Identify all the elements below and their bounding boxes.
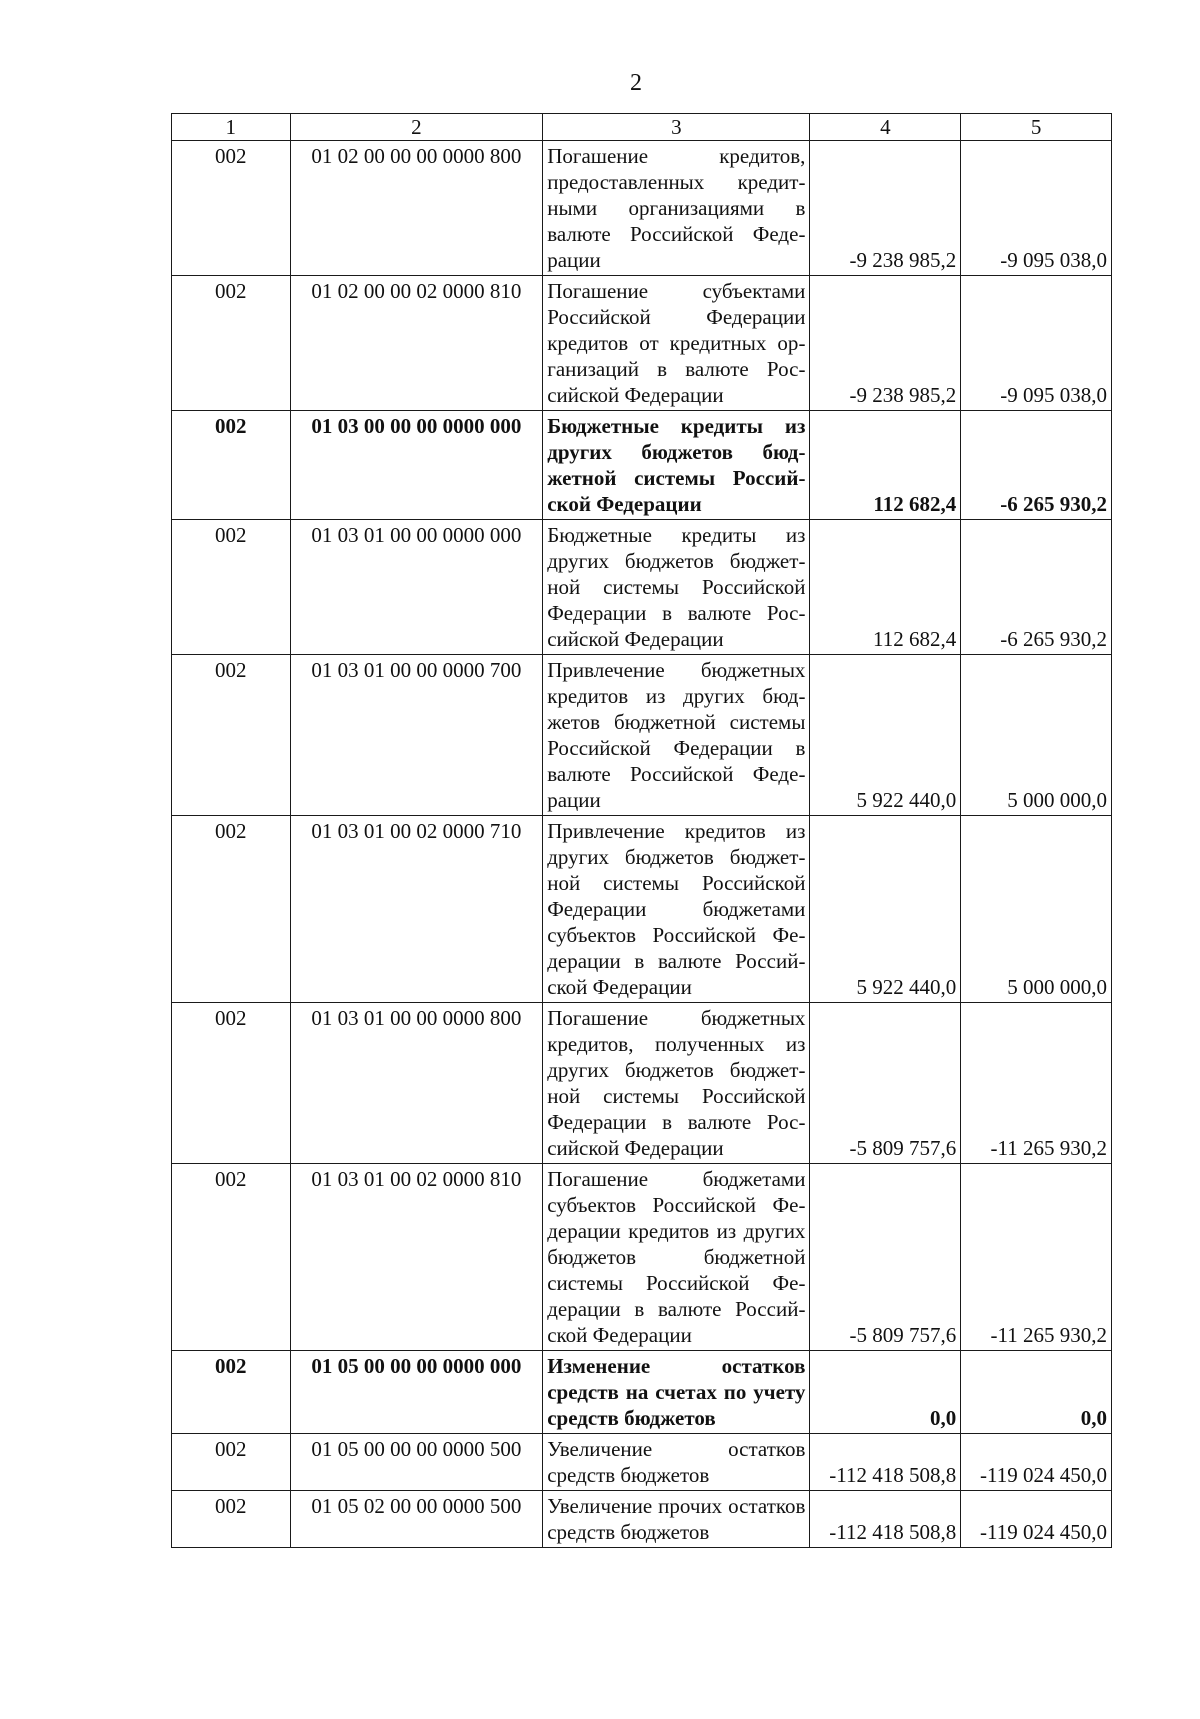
source-name-cell: Бюджетные кредиты из других бюджетов бюджетной системы Российской Федерации в валюте Российской Федерации	[543, 520, 810, 655]
source-name-cell: Привлечение бюджетных кредитов из других бюджетов бюджетной системы Российской Федерации в валюте Российской Федерации	[543, 655, 810, 816]
budget-code-cell: 01 05 00 00 00 0000 500	[290, 1434, 543, 1491]
source-name-cell: Погашение кредитов, предоставленных кредитными организациями в валюте Российской Федерации	[543, 141, 810, 276]
table-row	[172, 1491, 1112, 1548]
source-name-cell: Увеличение прочих остатков средств бюджетов	[543, 1491, 810, 1548]
table-row	[172, 1351, 1112, 1434]
amount-col5-cell: -119 024 450,0	[961, 1434, 1112, 1491]
table-row	[172, 1434, 1112, 1491]
column-header-2: 2	[290, 114, 543, 141]
admin-code-cell: 002	[172, 141, 291, 276]
page-number: 2	[630, 70, 642, 96]
amount-col4-cell: -5 809 757,6	[810, 1003, 961, 1164]
amount-col5-cell: -9 095 038,0	[961, 141, 1112, 276]
source-name-cell: Погашение бюджетных кредитов, полученных из других бюджетов бюджетной системы Российской Федерации в валюте Российской Федерации	[543, 1003, 810, 1164]
table-row	[172, 655, 1112, 816]
table-row	[172, 520, 1112, 655]
source-name-cell: Увеличение остатков средств бюджетов	[543, 1434, 810, 1491]
admin-code-cell: 002	[172, 411, 291, 520]
budget-code-cell: 01 02 00 00 00 0000 800	[290, 141, 543, 276]
amount-col4-cell: 112 682,4	[810, 411, 961, 520]
column-header-1: 1	[172, 114, 291, 141]
admin-code-cell: 002	[172, 520, 291, 655]
budget-code-cell: 01 03 01 00 02 0000 810	[290, 1164, 543, 1351]
amount-col4-cell: 5 922 440,0	[810, 816, 961, 1003]
amount-col5-cell: -6 265 930,2	[961, 411, 1112, 520]
budget-code-cell: 01 03 01 00 00 0000 800	[290, 1003, 543, 1164]
amount-col4-cell: -9 238 985,2	[810, 141, 961, 276]
admin-code-cell: 002	[172, 1164, 291, 1351]
column-header-3: 3	[543, 114, 810, 141]
table-header-row	[172, 114, 1112, 141]
amount-col4-cell: -9 238 985,2	[810, 276, 961, 411]
budget-code-cell: 01 05 00 00 00 0000 000	[290, 1351, 543, 1434]
table-row	[172, 816, 1112, 1003]
source-name-cell: Изменение остатков средств на счетах по учету средств бюджетов	[543, 1351, 810, 1434]
budget-code-cell: 01 02 00 00 02 0000 810	[290, 276, 543, 411]
amount-col5-cell: -11 265 930,2	[961, 1164, 1112, 1351]
table-row	[172, 276, 1112, 411]
admin-code-cell: 002	[172, 1003, 291, 1164]
admin-code-cell: 002	[172, 276, 291, 411]
amount-col4-cell: 0,0	[810, 1351, 961, 1434]
source-name-cell: Бюджетные кредиты из других бюджетов бюджетной системы Российской Федерации	[543, 411, 810, 520]
amount-col4-cell: 5 922 440,0	[810, 655, 961, 816]
admin-code-cell: 002	[172, 1351, 291, 1434]
budget-code-cell: 01 03 01 00 00 0000 700	[290, 655, 543, 816]
amount-col4-cell: 112 682,4	[810, 520, 961, 655]
amount-col5-cell: -9 095 038,0	[961, 276, 1112, 411]
table-row	[172, 1003, 1112, 1164]
budget-sources-table	[171, 113, 1112, 1548]
amount-col5-cell: -6 265 930,2	[961, 520, 1112, 655]
admin-code-cell: 002	[172, 655, 291, 816]
amount-col4-cell: -112 418 508,8	[810, 1434, 961, 1491]
table-row	[172, 1164, 1112, 1351]
amount-col5-cell: 5 000 000,0	[961, 816, 1112, 1003]
source-name-cell: Привлечение кредитов из других бюджетов бюджетной системы Российской Федерации бюджетами субъектов Российской Федерации в валюте Российской Федерации	[543, 816, 810, 1003]
amount-col5-cell: -11 265 930,2	[961, 1003, 1112, 1164]
source-name-cell: Погашение бюджетами субъектов Российской Федерации кредитов из других бюджетов бюджетной системы Российской Федерации в валюте Российской Федерации	[543, 1164, 810, 1351]
amount-col5-cell: 0,0	[961, 1351, 1112, 1434]
amount-col5-cell: -119 024 450,0	[961, 1491, 1112, 1548]
table-body	[172, 141, 1112, 1548]
source-name-cell: Погашение субъектами Российской Федерации кредитов от кредитных организаций в валюте Российской Федерации	[543, 276, 810, 411]
amount-col5-cell: 5 000 000,0	[961, 655, 1112, 816]
admin-code-cell: 002	[172, 1491, 291, 1548]
admin-code-cell: 002	[172, 1434, 291, 1491]
table-row	[172, 411, 1112, 520]
admin-code-cell: 002	[172, 816, 291, 1003]
budget-code-cell: 01 03 01 00 00 0000 000	[290, 520, 543, 655]
column-header-4: 4	[810, 114, 961, 141]
budget-code-cell: 01 05 02 00 00 0000 500	[290, 1491, 543, 1548]
amount-col4-cell: -5 809 757,6	[810, 1164, 961, 1351]
table-row	[172, 141, 1112, 276]
budget-code-cell: 01 03 00 00 00 0000 000	[290, 411, 543, 520]
column-header-5: 5	[961, 114, 1112, 141]
budget-code-cell: 01 03 01 00 02 0000 710	[290, 816, 543, 1003]
amount-col4-cell: -112 418 508,8	[810, 1491, 961, 1548]
